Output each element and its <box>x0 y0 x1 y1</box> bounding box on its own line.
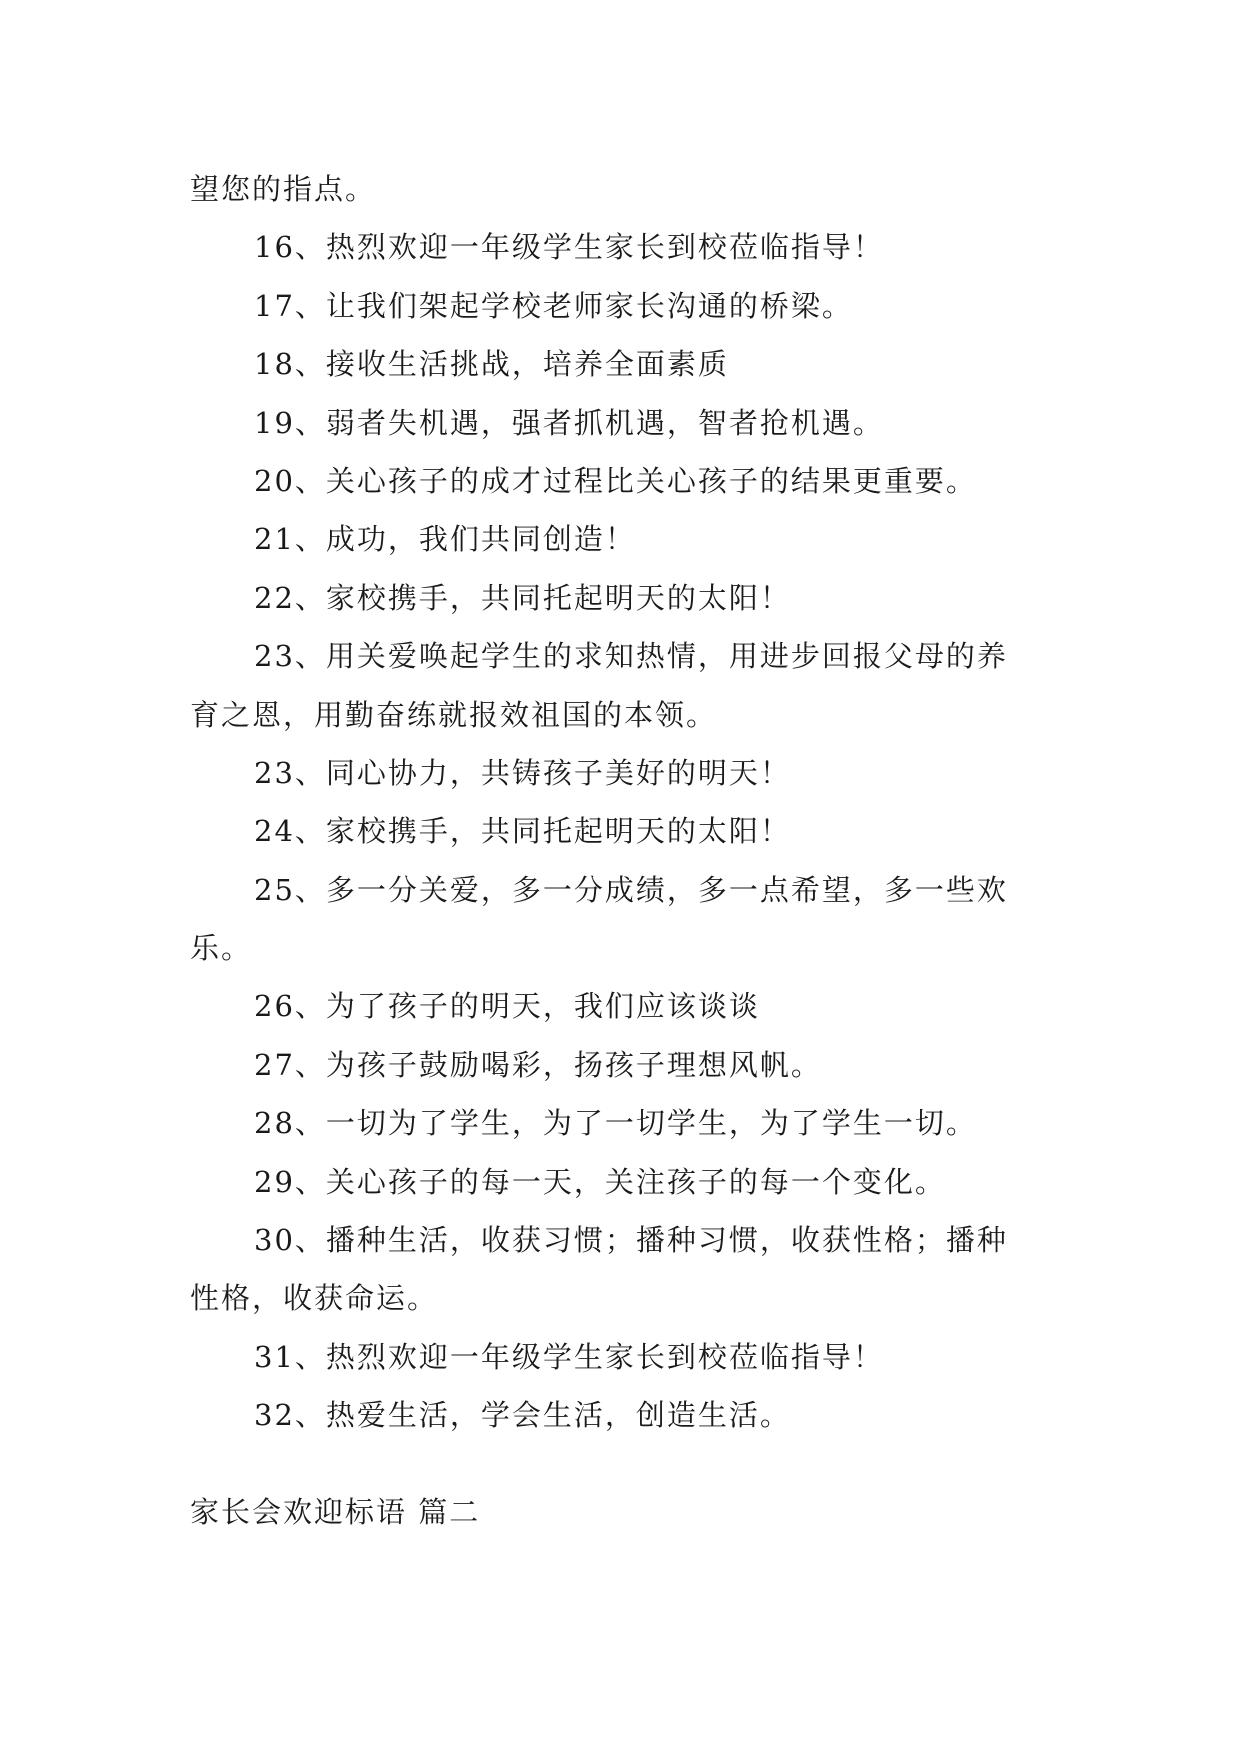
text-line-continuation: 性格，收获命运。 <box>190 1281 439 1316</box>
slogan-item-26: 26、为了孩子的明天，我们应该谈谈 <box>254 989 760 1024</box>
text-line-continuation: 育之恩，用勤奋练就报效祖国的本领。 <box>190 697 718 732</box>
slogan-item-23b: 23、同心协力，共铸孩子美好的明天！ <box>254 755 791 790</box>
section-heading: 家长会欢迎标语 篇二 <box>190 1495 481 1529</box>
slogan-item-28: 28、一切为了学生，为了一切学生，为了学生一切。 <box>254 1106 977 1141</box>
slogan-item-17: 17、让我们架起学校老师家长沟通的桥梁。 <box>254 288 853 323</box>
slogan-item-23a: 23、用关爱唤起学生的求知热情，用进步回报父母的养 <box>254 639 1008 674</box>
slogan-list <box>190 160 1050 1445</box>
slogan-item-31: 31、热烈欢迎一年级学生家长到校莅临指导！ <box>254 1339 884 1374</box>
text-line: 望您的指点。 <box>190 172 377 206</box>
slogan-item-27: 27、为孩子鼓励喝彩，扬孩子理想风帆。 <box>254 1047 822 1082</box>
slogan-item-18: 18、接收生活挑战，培养全面素质 <box>254 347 729 382</box>
slogan-item-30: 30、播种生活，收获习惯；播种习惯，收获性格；播种 <box>254 1223 1008 1258</box>
slogan-item-16: 16、热烈欢迎一年级学生家长到校莅临指导！ <box>254 230 884 265</box>
slogan-item-29: 29、关心孩子的每一天，关注孩子的每一个变化。 <box>254 1164 946 1199</box>
slogan-item-32: 32、热爱生活，学会生活，创造生活。 <box>254 1398 791 1433</box>
slogan-item-21: 21、成功，我们共同创造！ <box>254 522 636 557</box>
text-line-continuation: 乐。 <box>190 931 253 966</box>
slogan-item-19: 19、弱者失机遇，强者抓机遇，智者抢机遇。 <box>254 405 884 440</box>
slogan-item-25: 25、多一分关爱，多一分成绩，多一点希望，多一些欢 <box>254 872 1008 907</box>
slogan-item-24: 24、家校携手，共同托起明天的太阳！ <box>254 814 791 849</box>
slogan-item-20: 20、关心孩子的成才过程比关心孩子的结果更重要。 <box>254 463 977 498</box>
slogan-item-22: 22、家校携手，共同托起明天的太阳！ <box>254 580 791 615</box>
